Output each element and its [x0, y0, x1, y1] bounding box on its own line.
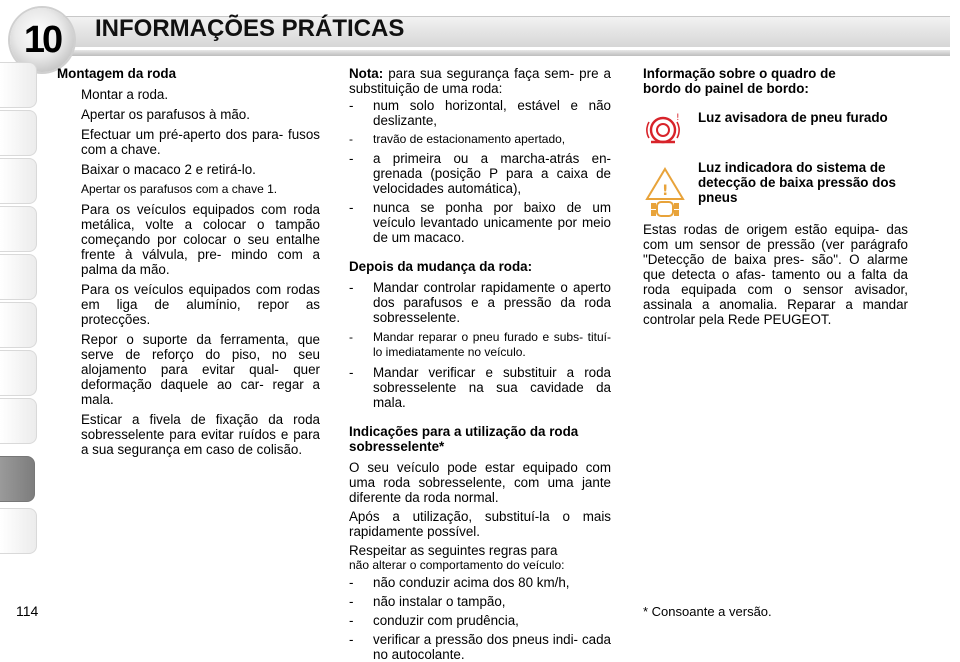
list-item: Repor o suporte da ferramenta, que serve de reforço do piso, no seu alojamento para evitar qual- quer deformação daquele ao car- regar a mala. [81, 332, 320, 407]
chapter-tab[interactable] [0, 302, 37, 348]
warning-light-row [643, 110, 908, 162]
list-item: Baixar o macaco 2 e retirá-lo. [81, 162, 256, 177]
paragraph: Estas rodas de origem estão equipa- das com um sensor de pressão (ver parágrafo "Detecção de baixa pres- são". O alarme que detecta o afas- tamento ou a falta da roda equipada com o sensor avisador, assinala a anomalia. Reparar a mandar controlar pela Rede PEUGEOT. [643, 222, 908, 327]
list-item: Para os veículos equipados com roda metálica, volte a colocar o tampão começando por colocar o seu entalhe frente à válvula, pre- mindo com a palma da mão. [81, 202, 320, 277]
list-item: - num solo horizontal, estável e não deslizante, [349, 98, 611, 128]
list-item: - nunca se ponha por baixo de um veículo levantado unicamente por meio de um macaco. [349, 200, 611, 245]
chapter-tab[interactable] [0, 254, 37, 300]
list-item: - verificar a pressão dos pneus indi- cada no autocolante. [349, 632, 611, 662]
section-heading: Depois da mudança da roda: [349, 259, 533, 274]
footnote: * Consoante a versão. [643, 604, 772, 619]
chapter-tab[interactable] [0, 110, 37, 156]
flat-tyre-warning-icon [643, 112, 685, 148]
list-item: Esticar a fivela de fixação da roda sobresselente para evitar ruídos e para a sua segurança em caso de colisão. [81, 412, 320, 457]
paragraph: Após a utilização, substituí-la o mais rapidamente possível. [349, 509, 611, 539]
list-item: - Mandar reparar o pneu furado e subs- tituí-lo imediatamente no veículo. [349, 330, 611, 359]
chapter-tab[interactable] [0, 206, 37, 252]
list-item: Apertar os parafusos à mão. [81, 107, 250, 122]
chapter-number-badge: 10 [10, 8, 74, 72]
chapter-tab[interactable] [0, 62, 37, 108]
list-item: Apertar os parafusos com a chave 1. [81, 182, 278, 196]
section-heading: Montagem da roda [57, 66, 177, 81]
page-number: 114 [16, 603, 39, 619]
chapter-tab[interactable] [0, 158, 37, 204]
warning-light-label: Luz avisadora de pneu furado [698, 110, 888, 125]
svg-text:!: ! [676, 113, 680, 123]
page-title: INFORMAÇÕES PRÁTICAS [95, 15, 405, 42]
chapter-tab[interactable] [0, 398, 37, 444]
chapter-tab-active[interactable] [0, 456, 35, 502]
list-item: Efectuar um pré-aperto dos para- fusos com a chave. [81, 127, 320, 157]
note-paragraph: Nota: para sua segurança faça sem- pre a substituição de uma roda: [349, 66, 611, 96]
list-item: - não conduzir acima dos 80 km/h, [349, 575, 570, 590]
list-item: - conduzir com prudência, [349, 613, 519, 628]
indicator-light-row [643, 162, 908, 222]
svg-text:!: ! [662, 183, 669, 199]
paragraph: não alterar o comportamento do veículo: [349, 558, 565, 572]
list-item: - Mandar verificar e substituir a roda sobresselente na sua cavidade da mala. [349, 365, 611, 410]
section-heading: Informação sobre o quadro de bordo do painel de bordo: [643, 66, 836, 96]
list-item: - não instalar o tampão, [349, 594, 506, 609]
header-rule [58, 50, 950, 56]
list-item: Para os veículos equipados com rodas em liga de alumínio, repor as protecções. [81, 282, 320, 327]
section-heading: Indicações para a utilização da roda sobresselente* [349, 424, 579, 454]
column-dashboard-info [643, 66, 908, 327]
list-item: - a primeira ou a marcha-atrás en- grenada (posição P para a caixa de velocidades automática), [349, 151, 611, 196]
list-item: - Mandar controlar rapidamente o aperto dos parafusos e a pressão da roda sobresselente. [349, 280, 611, 325]
column-mounting [57, 66, 320, 457]
chapter-tabs [0, 62, 40, 582]
paragraph: O seu veículo pode estar equipado com uma roda sobresselente, com uma jante diferente da roda normal. [349, 460, 611, 505]
list-item: Montar a roda. [81, 87, 169, 102]
paragraph: Respeitar as seguintes regras para [349, 543, 558, 558]
note-label: Nota: [349, 66, 384, 81]
chapter-tab[interactable] [0, 350, 37, 396]
list-item: - travão de estacionamento apertado, [349, 132, 566, 146]
chapter-tab[interactable] [0, 508, 37, 554]
low-pressure-detection-icon [643, 166, 687, 218]
indicator-light-label: Luz indicadora do sistema de detecção de baixa pressão dos pneus [698, 160, 896, 205]
column-notes [349, 66, 611, 662]
